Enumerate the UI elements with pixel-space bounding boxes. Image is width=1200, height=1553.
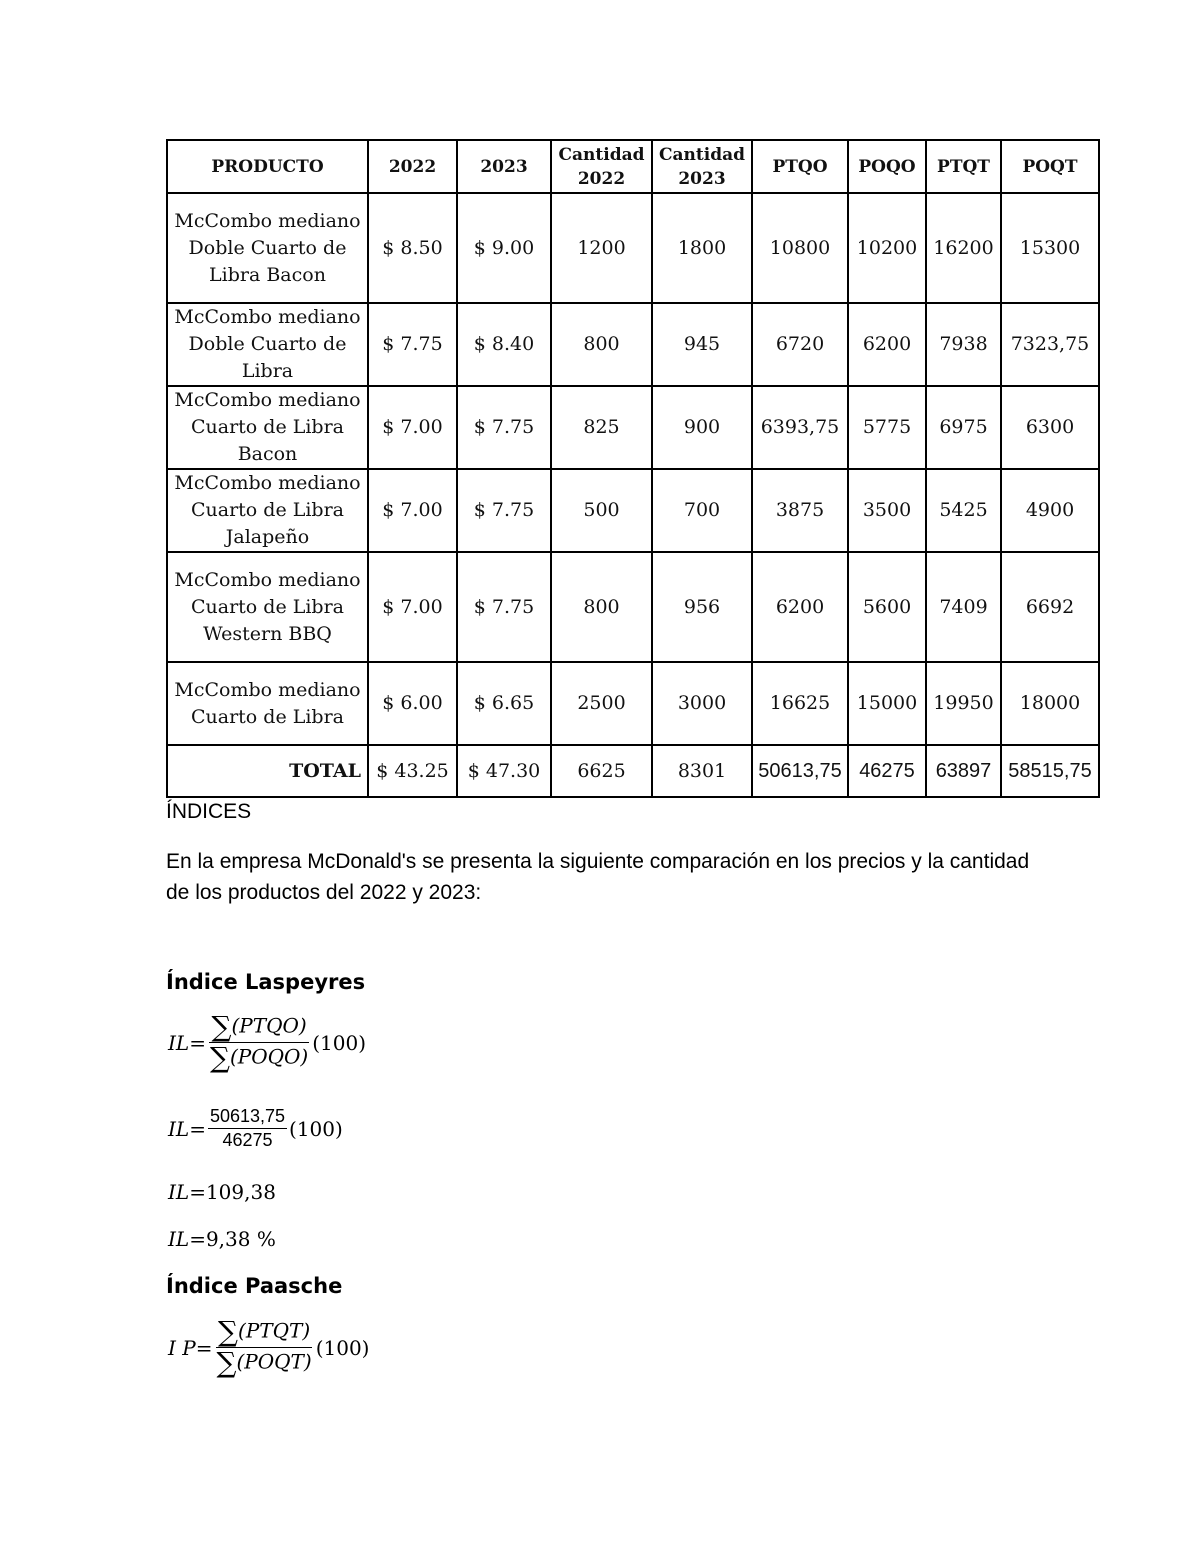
paasche-lhs: I P (168, 1335, 196, 1360)
paasche-formula (168, 1315, 370, 1379)
quantity-2022: 800 (551, 552, 652, 662)
ptqt-value: 16200 (926, 193, 1001, 303)
table-row (167, 303, 1099, 386)
product-name: McCombo mediano Doble Cuarto de Libra (167, 303, 368, 386)
poqo-value: 15000 (848, 662, 926, 745)
poqt-value: 18000 (1001, 662, 1099, 745)
fraction-numerator (209, 1010, 308, 1043)
quantity-2023: 956 (652, 552, 752, 662)
paasche-fraction (214, 1315, 313, 1379)
quantity-2023: 700 (652, 469, 752, 552)
sigma-icon: ∑ (216, 1346, 237, 1379)
sigma-icon: ∑ (209, 1041, 230, 1074)
price-2023: $ 9.00 (457, 193, 551, 303)
table-header-row (167, 140, 1099, 193)
fraction-numerator (216, 1315, 312, 1348)
header-cantidad-2023: Cantidad 2023 (652, 140, 752, 193)
price-2023: $ 8.40 (457, 303, 551, 386)
header-ptqt: PTQT (926, 140, 1001, 193)
numerator-expression: (PTQT) (238, 1318, 311, 1343)
poqo-value: 5600 (848, 552, 926, 662)
total-poqo: 46275 (848, 745, 926, 797)
laspeyres-result (168, 1180, 276, 1204)
quantity-2022: 800 (551, 303, 652, 386)
ptqo-value: 10800 (752, 193, 848, 303)
quantity-2022: 2500 (551, 662, 652, 745)
poqo-value: 3500 (848, 469, 926, 552)
ptqt-value: 7938 (926, 303, 1001, 386)
ptqt-value: 7409 (926, 552, 1001, 662)
product-name: McCombo mediano Doble Cuarto de Libra Bacon (167, 193, 368, 303)
header-producto: PRODUCTO (167, 140, 368, 193)
equals-sign: = (189, 1180, 206, 1204)
indices-heading: ÍNDICES (166, 800, 252, 823)
table-total-row (167, 745, 1099, 797)
total-quantity-2022: 6625 (551, 745, 652, 797)
laspeyres-lhs: IL (168, 1227, 190, 1251)
laspeyres-formula (168, 1010, 366, 1074)
total-price-2023: $ 47.30 (457, 745, 551, 797)
ptqo-value: 6720 (752, 303, 848, 386)
total-ptqt: 63897 (926, 745, 1001, 797)
fraction-numerator: 50613,75 (208, 1106, 287, 1129)
total-quantity-2023: 8301 (652, 745, 752, 797)
quantity-2023: 900 (652, 386, 752, 469)
product-table (166, 139, 1100, 798)
ptqo-value: 6200 (752, 552, 848, 662)
factor: (100) (289, 1116, 343, 1141)
result-value: 109,38 (205, 1180, 276, 1204)
header-2022: 2022 (368, 140, 457, 193)
intro-paragraph: En la empresa McDonald's se presenta la siguiente comparación en los precios y la cantidad de los productos del 2022 y 2023: (166, 850, 1030, 904)
quantity-2022: 1200 (551, 193, 652, 303)
total-poqt: 58515,75 (1001, 745, 1099, 797)
table-row (167, 193, 1099, 303)
ptqo-value: 3875 (752, 469, 848, 552)
factor: (100) (312, 1030, 366, 1055)
table-row (167, 469, 1099, 552)
laspeyres-title: Índice Laspeyres (166, 970, 366, 994)
total-label: TOTAL (167, 745, 368, 797)
fraction-denominator: 46275 (222, 1130, 273, 1150)
quantity-2023: 945 (652, 303, 752, 386)
quantity-2023: 1800 (652, 193, 752, 303)
laspeyres-lhs: IL (168, 1180, 190, 1204)
laspeyres-substitution (168, 1106, 343, 1151)
percent-value: 9,38 % (205, 1227, 276, 1251)
equals-sign: = (189, 1030, 206, 1055)
header-poqt: POQT (1001, 140, 1099, 193)
sigma-icon: ∑ (218, 1315, 239, 1348)
product-name: McCombo mediano Cuarto de Libra Jalapeño (167, 469, 368, 552)
poqt-value: 6692 (1001, 552, 1099, 662)
fraction-denominator (208, 1043, 310, 1072)
laspeyres-percent (168, 1227, 276, 1251)
header-poqo: POQO (848, 140, 926, 193)
price-2023: $ 7.75 (457, 552, 551, 662)
denominator-expression: (POQT) (236, 1349, 312, 1374)
factor: (100) (315, 1335, 370, 1360)
price-2023: $ 7.75 (457, 469, 551, 552)
equals-sign: = (189, 1116, 206, 1141)
price-2022: $ 7.75 (368, 303, 457, 386)
product-name: McCombo mediano Cuarto de Libra Western BBQ (167, 552, 368, 662)
laspeyres-fraction (208, 1010, 310, 1074)
table-row (167, 386, 1099, 469)
table-row (167, 552, 1099, 662)
price-2022: $ 7.00 (368, 469, 457, 552)
ptqt-value: 6975 (926, 386, 1001, 469)
quantity-2022: 500 (551, 469, 652, 552)
total-ptqo: 50613,75 (752, 745, 848, 797)
header-ptqo: PTQO (752, 140, 848, 193)
ptqt-value: 5425 (926, 469, 1001, 552)
sigma-icon: ∑ (211, 1010, 232, 1043)
price-2022: $ 6.00 (368, 662, 457, 745)
price-2023: $ 7.75 (457, 386, 551, 469)
ptqt-value: 19950 (926, 662, 1001, 745)
laspeyres-lhs: IL (168, 1030, 190, 1055)
header-cantidad-2022: Cantidad 2022 (551, 140, 652, 193)
table-row (167, 662, 1099, 745)
poqt-value: 15300 (1001, 193, 1099, 303)
poqt-value: 4900 (1001, 469, 1099, 552)
header-2023: 2023 (457, 140, 551, 193)
poqo-value: 6200 (848, 303, 926, 386)
laspeyres-lhs: IL (168, 1116, 190, 1141)
equals-sign: = (189, 1227, 206, 1251)
price-2022: $ 8.50 (368, 193, 457, 303)
poqt-value: 6300 (1001, 386, 1099, 469)
quantity-2022: 825 (551, 386, 652, 469)
price-2023: $ 6.65 (457, 662, 551, 745)
denominator-expression: (POQO) (229, 1044, 309, 1069)
ptqo-value: 16625 (752, 662, 848, 745)
product-name: McCombo mediano Cuarto de Libra Bacon (167, 386, 368, 469)
poqt-value: 7323,75 (1001, 303, 1099, 386)
quantity-2023: 3000 (652, 662, 752, 745)
poqo-value: 10200 (848, 193, 926, 303)
price-2022: $ 7.00 (368, 552, 457, 662)
paasche-title: Índice Paasche (166, 1274, 343, 1298)
price-2022: $ 7.00 (368, 386, 457, 469)
laspeyres-value-fraction (208, 1106, 287, 1151)
fraction-denominator (214, 1348, 313, 1377)
ptqo-value: 6393,75 (752, 386, 848, 469)
poqo-value: 5775 (848, 386, 926, 469)
total-price-2022: $ 43.25 (368, 745, 457, 797)
equals-sign: = (195, 1335, 213, 1360)
numerator-expression: (PTQO) (231, 1013, 307, 1038)
product-name: McCombo mediano Cuarto de Libra (167, 662, 368, 745)
